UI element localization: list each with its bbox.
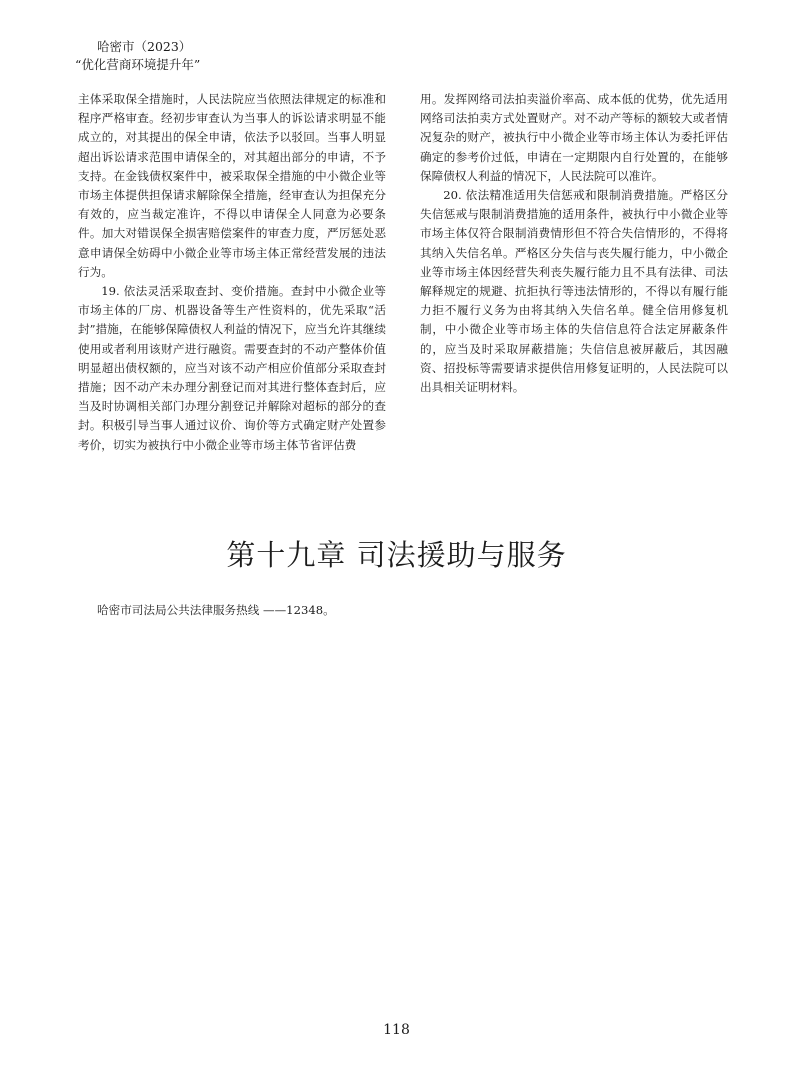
running-header xyxy=(75,38,201,74)
paragraph-item-19: 19. 依法灵活采取查封、变价措施。查封中小微企业等市场主体的厂房、机器设备等生产性资料的，优先采取“活封”措施，在能够保障债权人利益的情况下，应当允许其继续使用或者利用该财产进行融资。需要查封的不动产整体价值明显超出债权额的，应当对该不动产相应价值部分采取查封措施；因不动产未办理分割登记而对其进行整体查封后，应当及时协调相关部门办理分割登记并解除对超标的部分的查封。积极引导当事人通过议价、询价等方式确定财产处置参考价，切实为被执行中小微企业等市场主体节省评估费 xyxy=(78,284,386,452)
chapter-title: 第十九章 司法援助与服务 xyxy=(226,538,567,572)
paragraph-item-20: 20. 依法精准适用失信惩戒和限制消费措施。严格区分失信惩戒与限制消费措施的适用条件，被执行中小微企业等市场主体仅符合限制消费情形但不符合失信情形的，不得将其纳入失信名单。严格区分失信与丧失履行能力，中小微企业等市场主体因经营失利丧失履行能力且不具有法律、司法解释规定的规避、抗拒执行等违法情形的，不得以有履行能力拒不履行义务为由将其纳入失信名单。健全信用修复机制，中小微企业等市场主体的失信信息符合法定屏蔽条件的，应当及时采取屏蔽措施；失信信息被屏蔽后，其因融资、招投标等需要请求提供信用修复证明的，人民法院可以出具相关证明材料。 xyxy=(420,188,728,395)
paragraph-preservation-review: 主体采取保全措施时，人民法院应当依照法律规定的标准和程序严格审查。经初步审查认为当事人的诉讼请求明显不能成立的，对其提出的保全申请，依法予以驳回。当事人明显超出诉讼请求范围申请保全的，对其超出部分的申请，不予支持。在金钱债权案件中，被采取保全措施的中小微企业等市场主体提供担保请求解除保全措施，经审查认为担保充分有效的，应当裁定准许，不得以申请保全人同意为必要条件。加大对错误保全损害赔偿案件的审查力度，严厉惩处恶意申请保全妨碍中小微企业等市场主体正常经营发展的违法行为。 xyxy=(78,92,386,279)
right-column xyxy=(420,90,728,455)
hotline-text: 哈密市司法局公共法律服务热线 ——12348。 xyxy=(97,603,335,617)
body-columns xyxy=(78,90,728,455)
page-number: 118 xyxy=(383,1022,410,1038)
header-city-year: 哈密市（2023） xyxy=(97,39,192,54)
left-column xyxy=(78,90,386,455)
paragraph-online-auction: 用。发挥网络司法拍卖溢价率高、成本低的优势，优先适用网络司法拍卖方式处置财产。对不动产等标的额较大或者情况复杂的财产，被执行中小微企业等市场主体认为委托评估确定的参考价过低，申请在一定期限内自行处置的，在能够保障债权人利益的情况下，人民法院可以准许。 xyxy=(420,92,728,183)
header-campaign-title: “优化营商环境提升年” xyxy=(75,57,201,72)
